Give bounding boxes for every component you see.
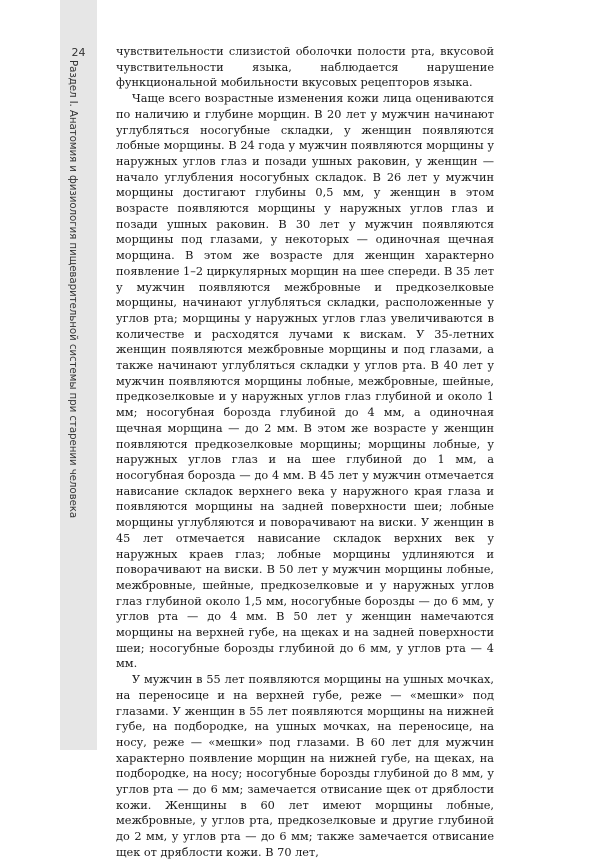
paragraph-later-ages: У мужчин в 55 лет появляются морщины на ушных мочках, на переносице и на верхней губе, реже — «мешки» под глазами. У женщин в 55 лет появляются морщины на нижней губе, на подбородке, на ушных мочках, на переносице, на носу, реже — «мешки» под глазами. В 60 лет для мужчин характерно появление морщин на нижней губе, на щеках, на подбородке, на носу; носогубные борозды глубиной до 8 мм, у углов рта — до 6 мм; замечается отвисание щек от дряблости кожи. Женщины в 60 лет имеют морщины лобные, межбровные, у углов рта, предкозелковые и другие глубиной до 2 мм, у углов рта — до 6 мм; также замечается отвисание щек от дряблости кожи. В 70 лет, [116,673,494,859]
paragraph-continuation: чувствительности слизистой оболочки полости рта, вкусовой чувствительности языка, наблюдается нарушение функциональной мобильности вкусовых рецепторов языка. [116,45,494,90]
body-text [116,44,494,861]
running-head: Раздел I. Анатомия и физиология пищеварительной системы при старении человека [67,60,79,519]
paragraph-wrinkles-by-age: Чаще всего возрастные изменения кожи лица оцениваются по наличию и глубине морщин. В 20 лет у мужчин начинают углубляться носогубные складки, у женщин появляются лобные морщины. В 24 года у мужчин появляются морщины у наружных углов глаз и позади ушных раковин, у женщин — начало углубления носогубных складок. В 26 лет у мужчин морщины достигают глубины 0,5 мм, у женщин в этом возрасте появляются морщины у наружных углов глаз и позади ушных раковин. В 30 лет у мужчин появляются морщины под глазами, у некоторых — одиночная щечная морщина. В этом же возрасте для женщин характерно появление 1–2 циркулярных морщин на шее спереди. В 35 лет у мужчин появляются межбровные и предкозелковые морщины, начинают углубляться складки, расположенные у углов рта; морщины у наружных углов глаз увеличиваются в количестве и расходятся лучами к вискам. У 35-летних женщин появляются межбровные морщины и под глазами, а также начинают углубляться складки у углов рта. В 40 лет у мужчин появляются морщины лобные, межбровные, шейные, предкозелковые и у наружных углов глаз глубиной и около 1 мм; носогубная борозда глубиной до 4 мм, а одиночная щечная морщина — до 2 мм. В этом же возрасте у женщин появляются предкозелковые морщины; морщины лобные, у наружных углов глаз и на шее глубиной до 1 мм, а носогубная борозда — до 4 мм. В 45 лет у мужчин отмечается нависание складок верхнего века у наружного края глаза и появляются морщины на задней поверхности шеи; лобные морщины углубляются и поворачивают на виски. У женщин в 45 лет отмечается нависание складок верхних век у наружных краев глаз; лобные морщины удлиняются и поворачивают на виски. В 50 лет у мужчин морщины лобные, межбровные, шейные, предкозелковые и у наружных углов глаз глубиной около 1,5 мм, носогубные борозды — до 6 мм, у углов рта — до 4 мм. В 50 лет у женщин намечаются морщины на верхней губе, на щеках и на задней поверхности шеи; носогубные борозды глубиной до 6 мм, у углов рта — 4 мм. [116,92,494,671]
page-number: 24 [71,46,86,59]
